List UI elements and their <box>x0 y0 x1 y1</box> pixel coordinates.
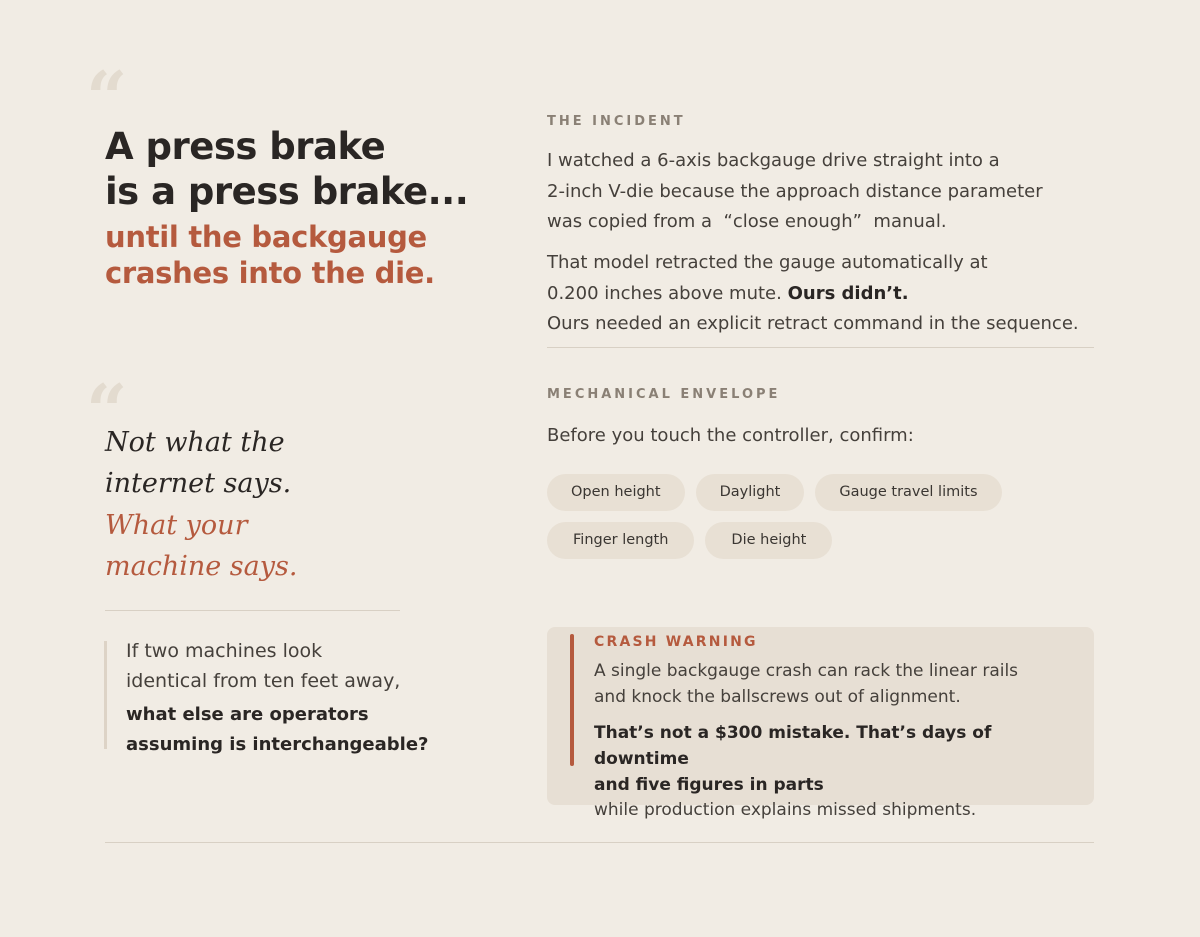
incident-p1-line-2: 2-inch V-die because the approach distance parameter <box>547 180 1043 202</box>
quote-icon: “ <box>86 368 128 453</box>
pull-quote-line-1: Not what the <box>105 427 285 458</box>
tag-finger-length: Finger length <box>547 522 694 559</box>
question-line-1: If two machines look <box>126 640 323 662</box>
pull-quote-accent <box>105 505 465 587</box>
incident-p2-emphasis: Ours didn’t. <box>787 282 909 304</box>
pull-quote <box>105 422 465 504</box>
tag-open-height: Open height <box>547 474 685 511</box>
footer-divider <box>105 842 1094 843</box>
tag-daylight: Daylight <box>696 474 805 511</box>
question-bold-line-2: assuming is interchangeable? <box>126 734 429 755</box>
incident-paragraph-2 <box>547 248 1107 340</box>
incident-p2-line-3: Ours needed an explicit retract command in the sequence. <box>547 313 1079 334</box>
incident-paragraph-1 <box>547 146 1107 238</box>
question-bold-line-1: what else are operators <box>126 704 369 725</box>
tag-die-height: Die height <box>705 522 832 559</box>
pull-quote-line-2: internet says. <box>105 468 292 499</box>
incident-p2-line-1: That model retracted the gauge automatically at <box>547 252 988 273</box>
incident-label: THE INCIDENT <box>547 114 686 129</box>
pull-quote-accent-line-1: What your <box>105 510 248 541</box>
incident-p1-line-1: I watched a 6-axis backgauge drive straight into a <box>547 150 1000 171</box>
incident-p2-line-2-text: 0.200 inches above mute. <box>547 282 788 304</box>
crash-warning-line-2: and knock the ballscrews out of alignment. <box>594 686 961 707</box>
incident-p2-line-2 <box>547 279 1107 310</box>
left-divider <box>105 610 400 611</box>
tag-gauge-travel-limits: Gauge travel limits <box>815 474 1001 511</box>
hero-accent <box>105 219 525 291</box>
envelope-intro: Before you touch the controller, confirm: <box>547 425 914 446</box>
crash-warning-accent-bar <box>570 634 574 766</box>
incident-p1-line-3: was copied from a “close enough” manual. <box>547 211 947 232</box>
crash-warning-label: CRASH WARNING <box>594 634 758 650</box>
quote-icon: “ <box>86 55 128 140</box>
hero-accent-line-1: until the backgauge <box>105 220 427 254</box>
envelope-tags <box>547 474 1067 559</box>
crash-warning-bold-line-1: That’s not a $300 mistake. That’s days of downtime <box>594 723 992 769</box>
question-block <box>126 636 456 760</box>
crash-warning-bold-line-2: and five figures in parts <box>594 775 824 795</box>
question-line-2: identical from ten feet away, <box>126 670 401 692</box>
pull-quote-accent-line-2: machine says. <box>105 551 298 582</box>
hero-title-line-2: is a press brake... <box>105 170 469 213</box>
hero-title-line-1: A press brake <box>105 125 386 168</box>
hero-accent-line-2: crashes into the die. <box>105 256 435 290</box>
hero-title <box>105 124 505 214</box>
question-rule <box>104 641 107 749</box>
crash-warning-line-1: A single backgauge crash can rack the linear rails <box>594 661 1019 681</box>
envelope-label: MECHANICAL ENVELOPE <box>547 387 781 402</box>
crash-warning-line-3: while production explains missed shipments. <box>594 800 977 820</box>
crash-warning-content <box>594 634 1084 824</box>
incident-divider <box>547 347 1094 348</box>
